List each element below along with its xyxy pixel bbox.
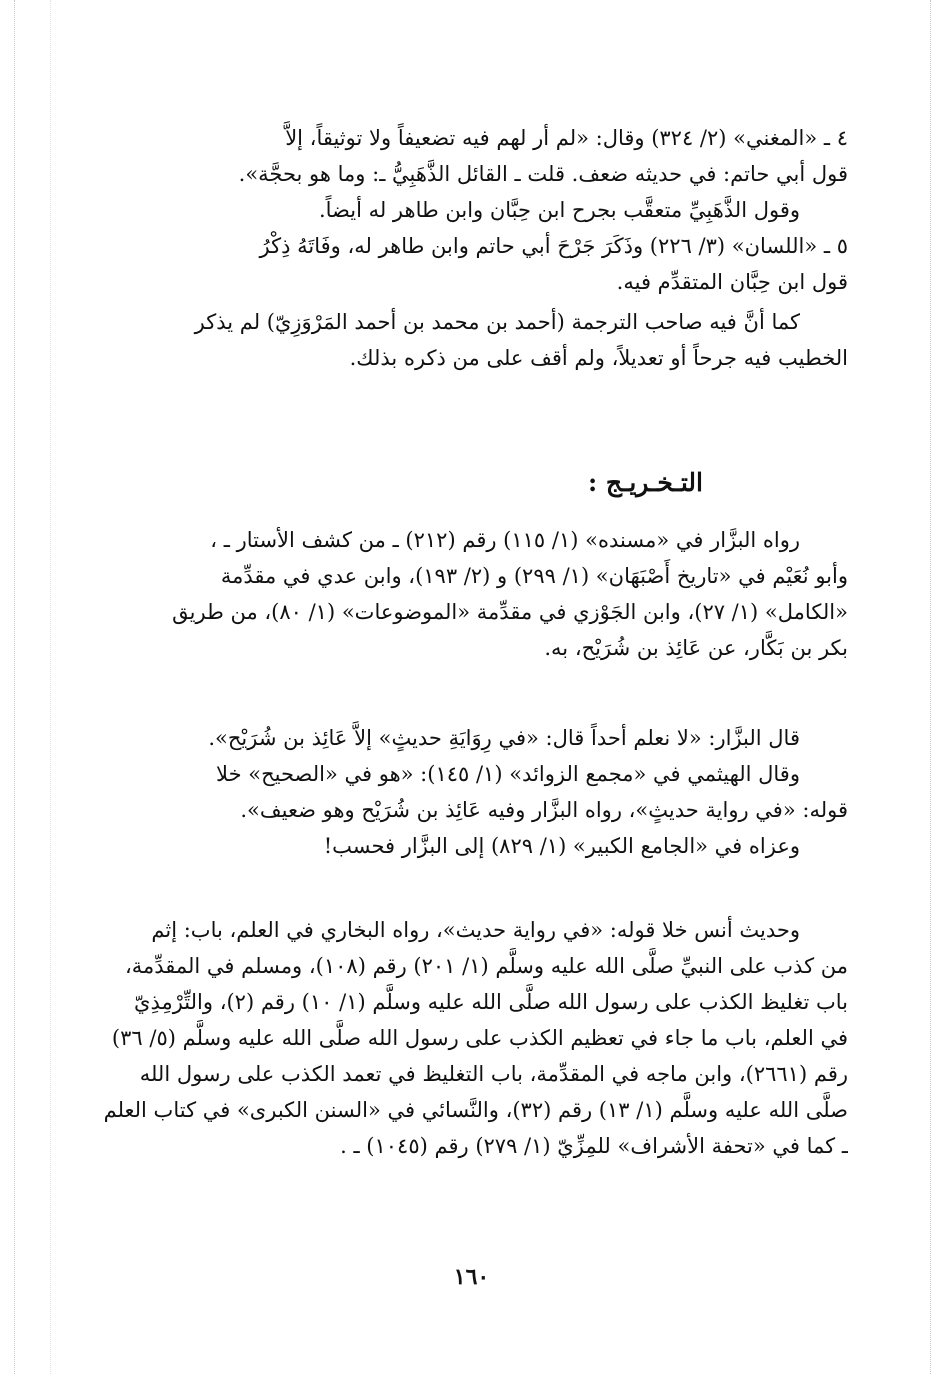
text-line: باب تغليظ الكذب على رسول الله صلَّى الله عليه وسلَّم (١/ ١٠) رقم (٢)، والتِّرْمِذِيّ (134, 990, 848, 1014)
text-line: كما أنَّ فيه صاحب الترجمة (أحمد بن محمد بن أحمد المَرْوَزِيّ) لم يذكر (194, 310, 800, 334)
text-line: وأبو نُعَيْم في «تاريخ أَصْبَهَان» (١/ ٢٩٩) و (٢/ ١٩٣)، وابن عدي في مقدِّمة (220, 564, 848, 588)
section-narrators (78, 120, 848, 376)
text-line: الخطيب فيه جرحاً أو تعديلاً، ولم أقف على من ذكره بذلك. (349, 346, 848, 370)
scan-edge-dots-left (14, 0, 15, 1374)
text-line: قول أبي حاتم: في حديثه ضعف. قلت ـ القائل الذَّهَبِيُّ ـ: وما هو بحجَّة». (238, 162, 848, 186)
text-line: ـ كما في «تحفة الأشراف» للمِزِّيّ (١/ ٢٧٩) رقم (١٠٤٥) ـ . (340, 1134, 848, 1158)
text-line: وقول الذَّهَبِيِّ متعقَّب بجرح ابن حِبَّان وابن طاهر له أيضاً. (318, 198, 800, 222)
text-line: ٤ ـ «المغني» (٢/ ٣٢٤) وقال: «لم أر لهم فيه تضعيفاً ولا توثيقاً، إلاَّ (285, 126, 848, 150)
scan-edge-dots-left-inner (50, 0, 51, 1374)
text-line: رقم (٢٦٦١)، وابن ماجه في المقدِّمة، باب التغليظ في تعمد الكذب على رسول الله (139, 1062, 848, 1086)
text-line: رواه البزَّار في «مسنده» (١/ ١١٥) رقم (٢١٢) ـ من كشف الأستار ـ ، (210, 528, 800, 552)
text-line: ٥ ـ «اللسان» (٣/ ٢٢٦) وذَكَرَ جَرْحَ أبي حاتم وابن طاهر له، وفَاتَهُ ذِكْرُ (259, 234, 848, 258)
text-line: بكر بن بَكَّار، عن عَائِذ بن شُرَيْح، به. (544, 636, 848, 660)
text-line: وعزاه في «الجامع الكبير» (١/ ٨٢٩) إلى البزَّار فحسب! (323, 834, 800, 858)
page-number: ١٦٠ (453, 1264, 490, 1290)
text-line: «الكامل» (١/ ٢٧)، وابن الجَوْزي في مقدِّمة «الموضوعات» (١/ ٨٠)، من طريق (172, 600, 848, 624)
section-takhrij-sources (78, 522, 848, 666)
text-line: وحديث أنس خلا قوله: «في رواية حديث»، رواه البخاري في العلم، باب: إثم (151, 918, 800, 942)
text-line: صلَّى الله عليه وسلَّم (١/ ١٣) رقم (٣٢)، والنَّسائي في «السنن الكبرى» في كتاب العلم (103, 1098, 848, 1122)
section-scholar-remarks (78, 720, 848, 864)
text-line: قول ابن حِبَّان المتقدِّم فيه. (616, 270, 848, 294)
text-line: وقال الهيثمي في «مجمع الزوائد» (١/ ١٤٥): «هو في «الصحيح» خلا (216, 762, 800, 786)
text-line: قال البزَّار: «لا نعلم أحداً قال: «في رِوَايَةِ حديثٍ» إلاَّ عَائِذ بن شُرَيْح». (208, 726, 800, 750)
text-line: في العلم، باب ما جاء في تعظيم الكذب على رسول الله صلَّى الله عليه وسلَّم (٥/ ٣٦) (111, 1026, 848, 1050)
section-heading-takhrij: التـخـريـج : (587, 468, 703, 497)
text-line: من كذب على النبيِّ صلَّى الله عليه وسلَّم (١/ ٢٠١) رقم (١٠٨)، ومسلم في المقدِّمة، (124, 954, 848, 978)
text-line: قوله: «في رواية حديثٍ»، رواه البزَّار وفيه عَائِذ بن شُرَيْح وهو ضعيف». (240, 798, 848, 822)
section-anas-hadith (78, 912, 848, 1164)
scan-edge-dots-right (930, 0, 931, 1374)
